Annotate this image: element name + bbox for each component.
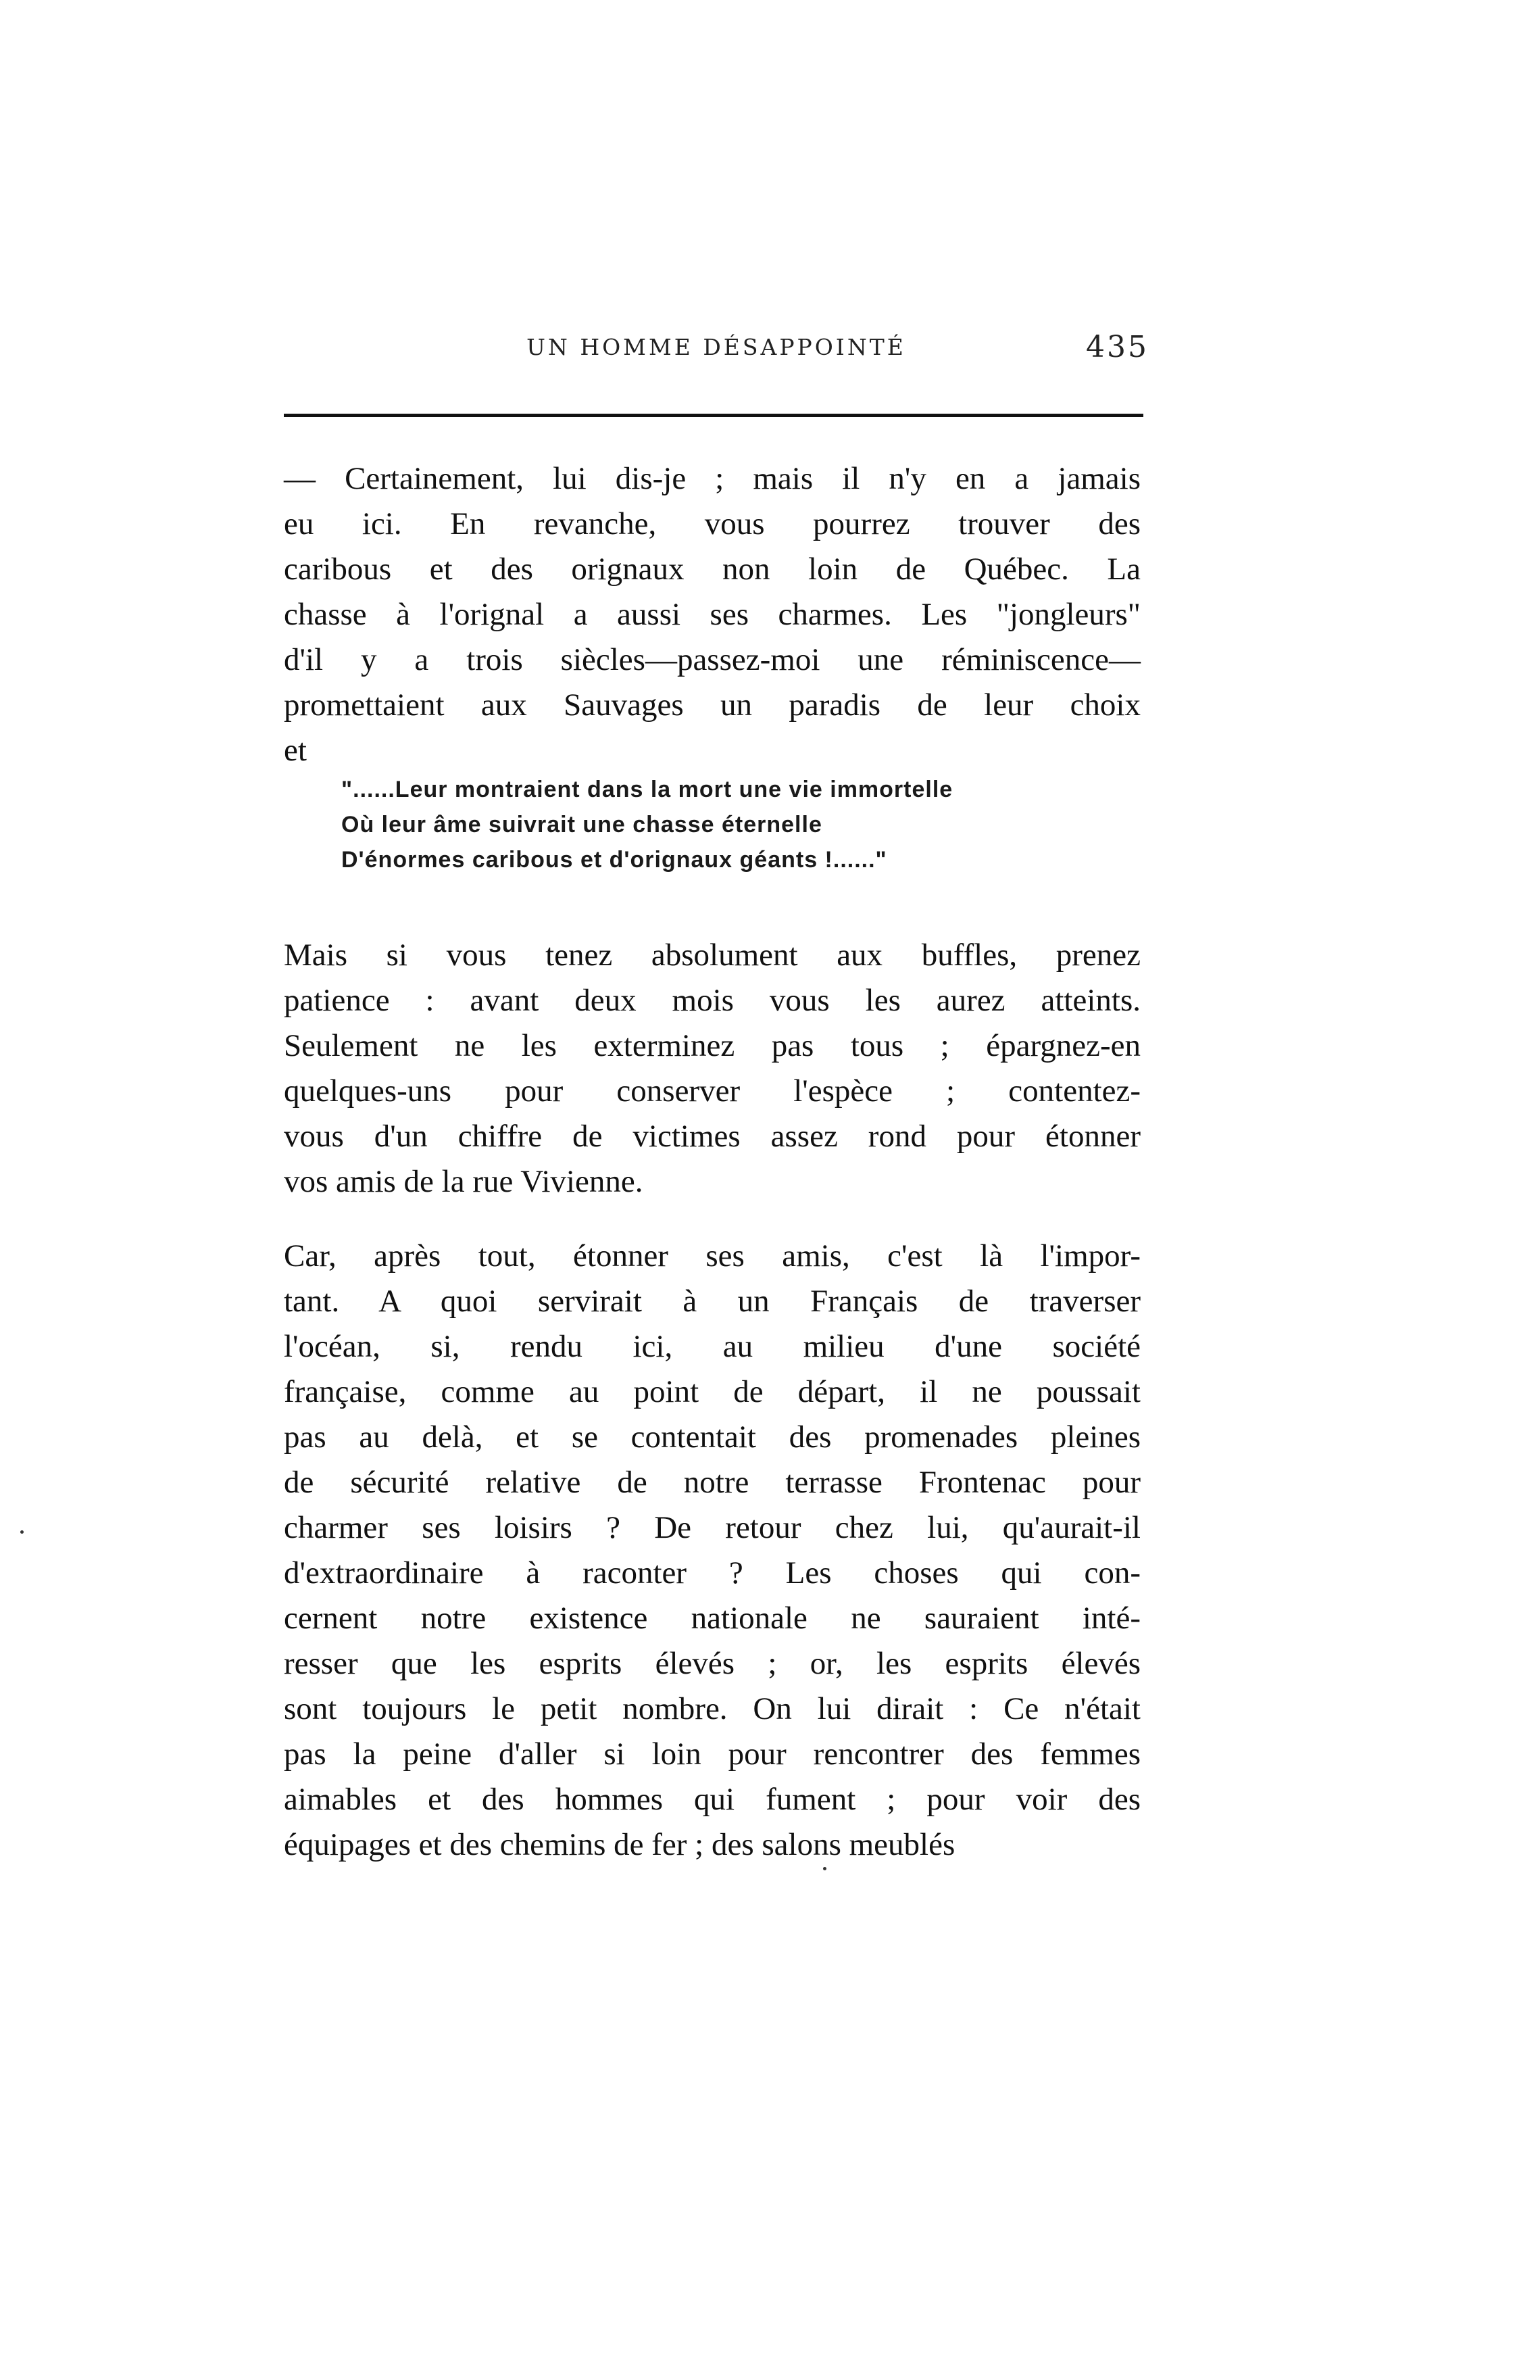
text-line: d'extraordinaire à raconter ? Les choses qui con-	[284, 1555, 1141, 1590]
scan-speck	[823, 1867, 826, 1870]
text-line: sont toujours le petit nombre. On lui dirait : Ce n'était	[284, 1691, 1141, 1726]
text-line: eu ici. En revanche, vous pourrez trouver des	[284, 506, 1141, 541]
verse-line: "......Leur montraient dans la mort une vie immortelle	[341, 777, 953, 802]
text-line: équipages et des chemins de fer ; des salons meublés	[284, 1827, 955, 1862]
verse-quotation	[341, 772, 1125, 877]
text-line: Mais si vous tenez absolument aux buffles, prenez	[284, 938, 1141, 973]
text-line: quelques-uns pour conserver l'espèce ; contentez-	[284, 1073, 1141, 1109]
text-line: vous d'un chiffre de victimes assez rond pour étonner	[284, 1119, 1141, 1154]
paragraph-1	[284, 456, 1141, 773]
text-line: tant. A quoi servirait à un Français de traverser	[284, 1284, 1141, 1319]
verse-line: Où leur âme suivrait une chasse éternelle	[341, 812, 822, 837]
running-title: UN HOMME DÉSAPPOINTÉ	[526, 334, 906, 360]
page-number: 435	[1086, 330, 1149, 364]
text-line: resser que les esprits élevés ; or, les esprits élevés	[284, 1646, 1141, 1681]
text-line: — Certainement, lui dis-je ; mais il n'y en a jamais	[284, 461, 1141, 496]
text-line: patience : avant deux mois vous les aurez atteints.	[284, 983, 1141, 1018]
paragraph-3	[284, 1234, 1141, 1868]
text-line: Seulement ne les exterminez pas tous ; épargnez-en	[284, 1028, 1141, 1063]
text-line: cernent notre existence nationale ne sauraient inté-	[284, 1601, 1141, 1636]
verse-line: D'énormes caribous et d'orignaux géants !......"	[341, 847, 887, 873]
text-line: promettaient aux Sauvages un paradis de leur choix	[284, 687, 1141, 723]
text-line: pas au delà, et se contentait des promenades pleines	[284, 1419, 1141, 1455]
text-line: d'il y a trois siècles—passez-moi une réminiscence—	[284, 642, 1141, 677]
text-line: pas la peine d'aller si loin pour rencontrer des femmes	[284, 1737, 1141, 1772]
text-line: aimables et des hommes qui fument ; pour voir des	[284, 1782, 1141, 1817]
text-line: et	[284, 733, 307, 768]
text-line: charmer ses loisirs ? De retour chez lui, qu'aurait-il	[284, 1510, 1141, 1545]
running-head	[284, 330, 1149, 377]
header-rule	[284, 414, 1143, 417]
text-line: de sécurité relative de notre terrasse Frontenac pour	[284, 1465, 1141, 1500]
text-line: caribous et des orignaux non loin de Québec. La	[284, 552, 1141, 587]
text-line: vos amis de la rue Vivienne.	[284, 1164, 643, 1199]
scan-speck	[20, 1530, 24, 1534]
paragraph-2	[284, 933, 1141, 1205]
text-line: l'océan, si, rendu ici, au milieu d'une société	[284, 1329, 1141, 1364]
text-line: française, comme au point de départ, il ne poussait	[284, 1374, 1141, 1409]
text-line: Car, après tout, étonner ses amis, c'est là l'impor-	[284, 1238, 1141, 1273]
text-line: chasse à l'orignal a aussi ses charmes. Les "jongleurs"	[284, 597, 1141, 632]
